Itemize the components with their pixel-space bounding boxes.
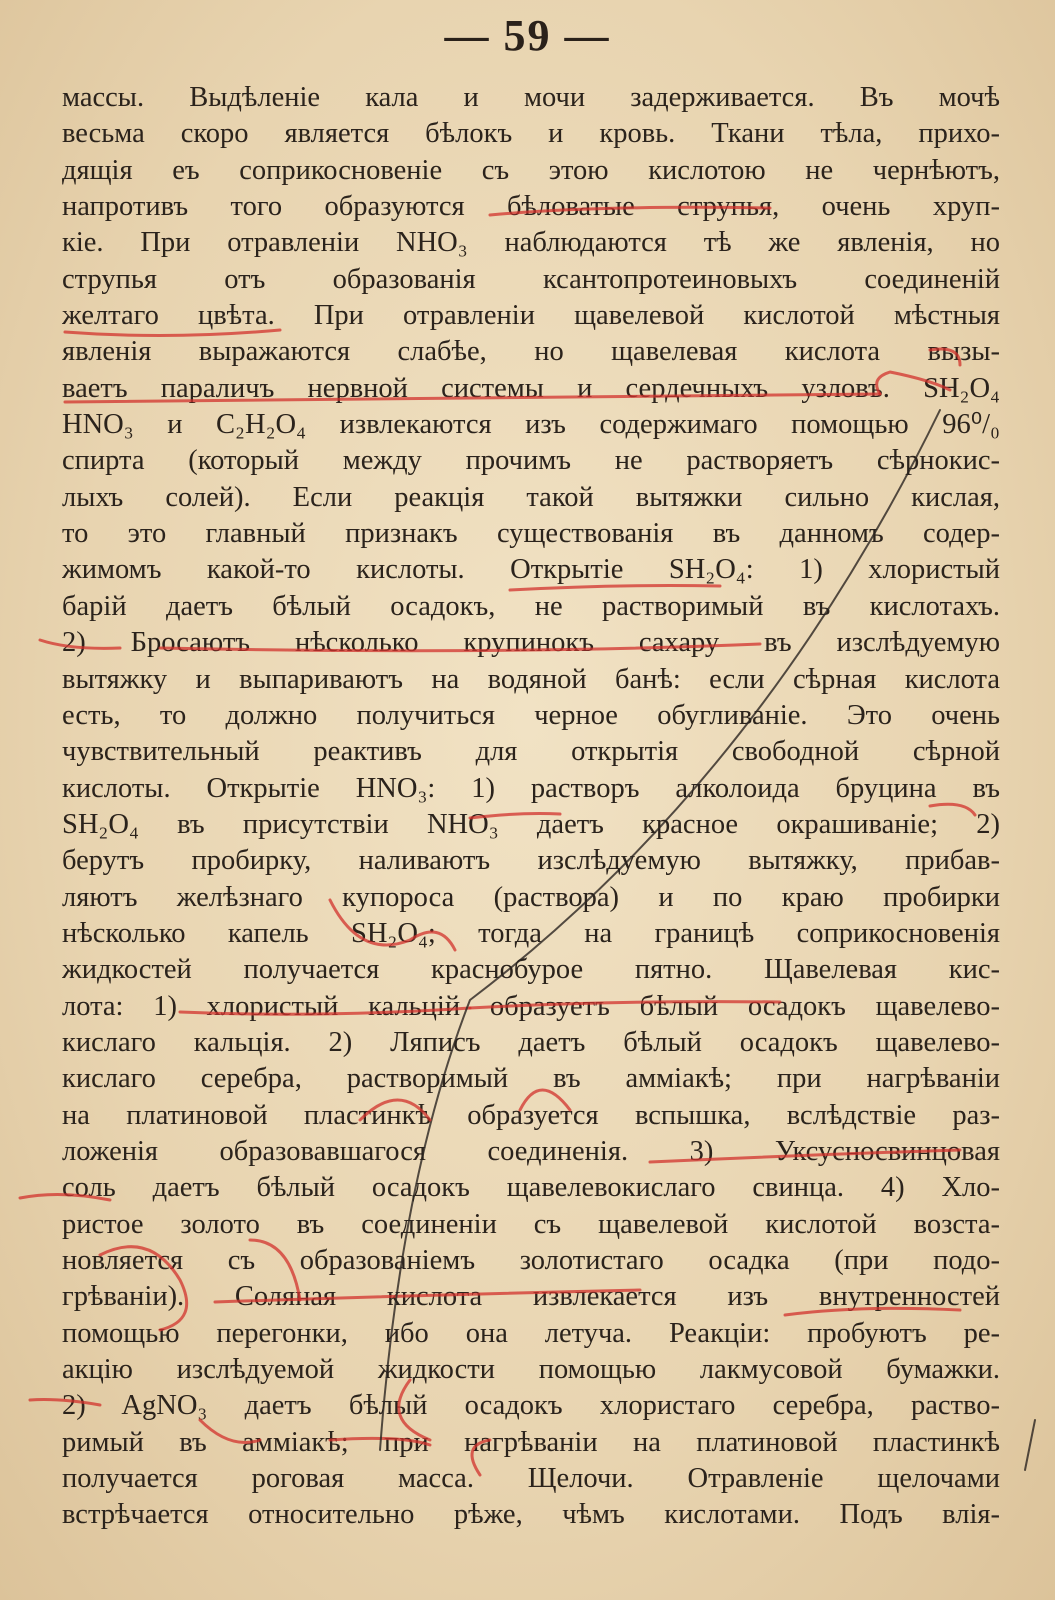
text-line: явленія выражаются слабѣе, но щавелевая кислота вызы- <box>62 336 1000 368</box>
text-line: ложенія образовавшагося соединенія. 3) Уксусносвинцовая <box>62 1135 1000 1167</box>
text-line: спирта (который между прочимъ не растворяетъ сѣрнокис- <box>62 445 1000 477</box>
text-line: весьма скоро является бѣлокъ и кровь. Ткани тѣла, прихо- <box>62 118 1000 150</box>
text-line: грѣваніи). Соляная кислота извлекается изъ внутренностей <box>62 1281 1000 1313</box>
text-line: струпья отъ образованія ксантопротеиновыхъ соединеній <box>62 263 1000 295</box>
text-line: кислоты. Открытіе HNO₃: 1) растворъ алколоида бруцина въ <box>62 772 1000 804</box>
text-line: ваетъ параличъ нервной системы и сердечныхъ узловъ. SH₂O₄ <box>62 372 1000 404</box>
text-line: на платиновой пластинкѣ образуется вспышка, вслѣдствіе раз- <box>62 1099 1000 1131</box>
text-line: HNO₃ и C₂H₂O₄ извлекаются изъ содержимаго помощью 96⁰/₀ <box>62 409 1000 441</box>
text-line: ристое золото въ соединеніи съ щавелевой кислотой возста- <box>62 1208 1000 1240</box>
text-line: массы. Выдѣленіе кала и мочи задерживается. Въ мочѣ <box>62 82 1000 113</box>
text-line: есть, то должно получиться черное обугливаніе. Это очень <box>62 699 1000 731</box>
text-line: жимомъ какой-то кислоты. Открытіе SH₂O₄: 1) хлористый <box>62 554 1000 586</box>
text-line: 2) AgNO₃ даетъ бѣлый осадокъ хлористаго серебра, раство- <box>62 1390 1000 1422</box>
text-line: дящія еъ соприкосновеніе съ этою кислотою не чернѣютъ, <box>62 154 1000 186</box>
text-line: берутъ пробирку, наливаютъ изслѣдуемую вытяжку, прибав- <box>62 845 1000 877</box>
text-line: жидкостей получается краснобурое пятно. Щавелевая кис- <box>62 954 1000 986</box>
text-line: кислаго кальція. 2) Ляписъ даетъ бѣлый осадокъ щавелево- <box>62 1026 1000 1058</box>
text-line: кіе. При отравленіи NHO₃ наблюдаются тѣ же явленія, но <box>62 227 1000 259</box>
text-line: акцію изслѣдуемой жидкости помощью лакмусовой бумажки. <box>62 1354 1000 1386</box>
text-line: SH₂O₄ въ присутствіи NHO₃ даетъ красное окрашиваніе; 2) <box>62 808 1000 840</box>
text-line: помощью перегонки, ибо она летуча. Реакціи: пробуютъ ре- <box>62 1317 1000 1349</box>
text-line: получается роговая масса. Щелочи. Отравленіе щелочами <box>62 1463 1000 1495</box>
text-line: вытяжку и выпариваютъ на водяной банѣ: если сѣрная кислота <box>62 663 1000 695</box>
page-number: — 59 — <box>444 11 611 60</box>
text-line: то это главный признакъ существованія въ данномъ содер- <box>62 518 1000 550</box>
text-line: соль даетъ бѣлый осадокъ щавелевокислаго свинца. 4) Хло- <box>62 1172 1000 1204</box>
text-line: кислаго серебра, растворимый въ амміакѣ; при нагрѣваніи <box>62 1063 1000 1095</box>
text-line: нѣсколько капель SH₂O₄; тогда на границѣ соприкосновенія <box>62 917 1000 949</box>
text-line: новляется съ образованіемъ золотистаго осадка (при подо- <box>62 1245 1000 1276</box>
page-text <box>62 80 1000 1534</box>
text-line: барій даетъ бѣлый осадокъ, не растворимый въ кислотахъ. <box>62 590 1000 622</box>
text-line: 2) Бросаютъ нѣсколько крупинокъ сахару въ изслѣдуемую <box>62 627 1000 659</box>
text-line: ляютъ желѣзнаго купороса (раствора) и по краю пробирки <box>62 881 1000 913</box>
text-line: напротивъ того образуются бѣловатые струпья, очень хруп- <box>62 191 1000 223</box>
text-line: лота: 1) хлористый кальцій образуетъ бѣлый осадокъ щавелево- <box>62 990 1000 1022</box>
text-line: римый въ амміакѣ; при нагрѣваніи на платиновой пластинкѣ <box>62 1426 1000 1458</box>
text-line: желтаго цвѣта. При отравленіи щавелевой кислотой мѣстныя <box>62 300 1000 332</box>
text-line: чувствительный реактивъ для открытія свободной сѣрной <box>62 736 1000 768</box>
text-line: лыхъ солей). Если реакція такой вытяжки сильно кислая, <box>62 481 1000 513</box>
text-line: встрѣчается относительно рѣже, чѣмъ кислотами. Подъ влія- <box>62 1499 1000 1531</box>
